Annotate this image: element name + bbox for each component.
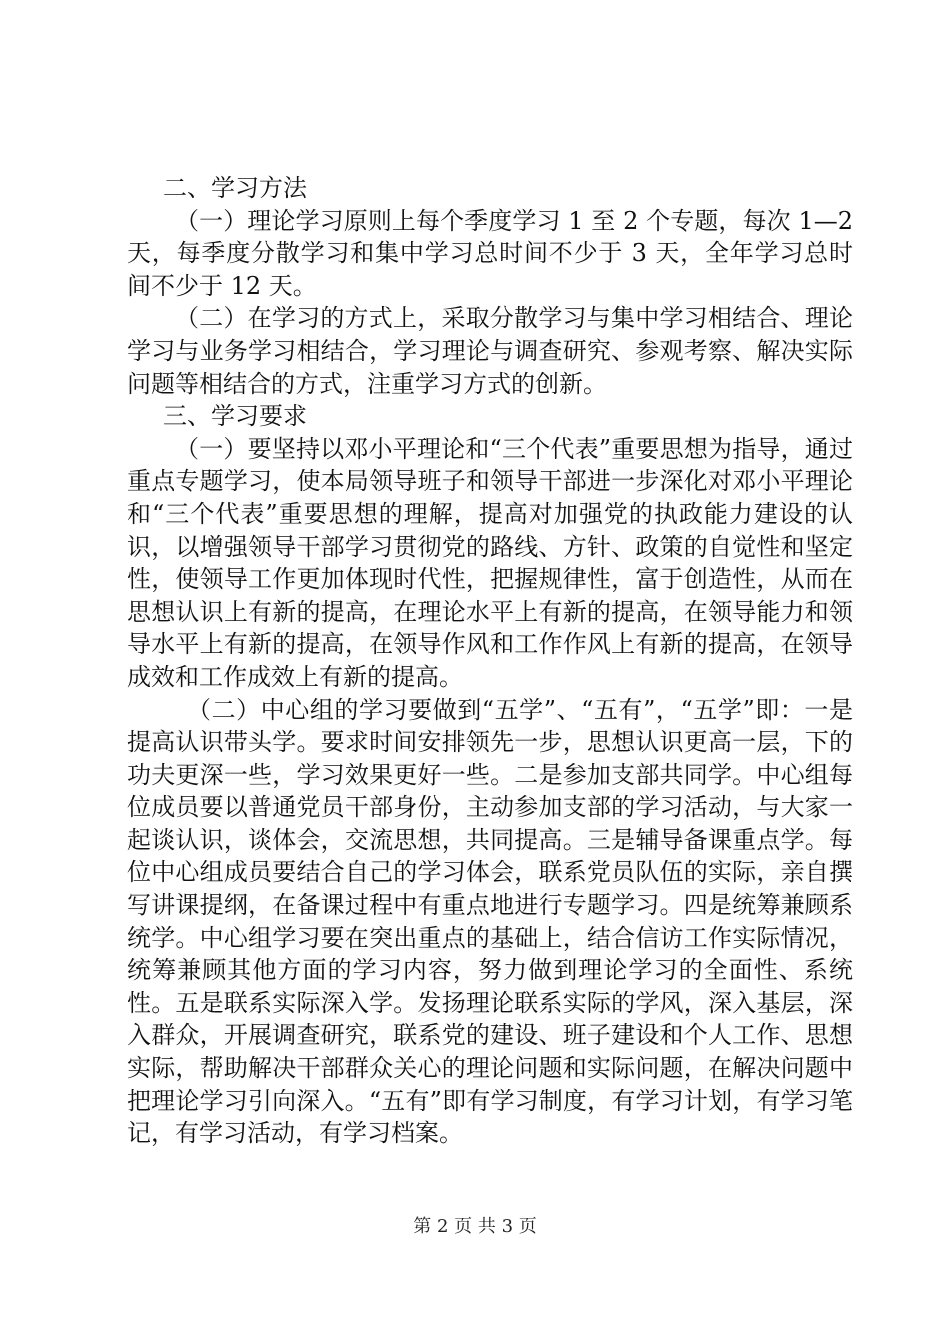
document-body	[127, 172, 853, 1150]
page-number-footer: 第 2 页 共 3 页	[413, 1216, 537, 1237]
paragraph-requirements-2: （二）中心组的学习要做到“五学”、“五有”，“五学”即：一是提高认识带头学。要求时间安排领先一步，思想认识更高一层，下的功夫更深一些，学习效果更好一些。二是参加支部共同学。中心组每位成员要以普通党员干部身份，主动参加支部的学习活动，与大家一起谈认识，谈体会，交流思想，共同提高。三是辅导备课重点学。每位中心组成员要结合自己的学习体会，联系党员队伍的实际，亲自撰写讲课提纲，在备课过程中有重点地进行专题学习。四是统筹兼顾系统学。中心组学习要在突出重点的基础上，结合信访工作实际情况，统筹兼顾其他方面的学习内容，努力做到理论学习的全面性、系统性。五是联系实际深入学。发扬理论联系实际的学风，深入基层，深入群众，开展调查研究，联系党的建设、班子建设和个人工作、思想实际，帮助解决干部群众关心的理论问题和实际问题，在解决问题中把理论学习引向深入。“五有”即有学习制度，有学习计划，有学习笔记，有学习活动，有学习档案。	[127, 695, 853, 1148]
section-heading-methods: 二、学习方法	[163, 174, 307, 202]
paragraph-requirements-1: （一）要坚持以邓小平理论和“三个代表”重要思想为指导，通过重点专题学习，使本局领导班子和领导干部进一步深化对邓小平理论和“三个代表”重要思想的理解，提高对加强党的执政能力建设的认识，以增强领导干部学习贯彻党的路线、方针、政策的自觉性和坚定性，使领导工作更加体现时代性，把握规律性，富于创造性，从而在思想认识上有新的提高，在理论水平上有新的提高，在领导能力和领导水平上有新的提高，在领导作风和工作作风上有新的提高，在领导成效和工作成效上有新的提高。	[127, 434, 853, 691]
section-heading-requirements: 三、学习要求	[163, 402, 307, 431]
paragraph-methods-1: （一）理论学习原则上每个季度学习 1 至 2 个专题，每次 1—2 天，每季度分散学习和集中学习总时间不少于 3 天，全年学习总时间不少于 12 天。	[127, 206, 853, 300]
paragraph-methods-2: （二）在学习的方式上，采取分散学习与集中学习相结合、理论学习与业务学习相结合，学习理论与调查研究、参观考察、解决实际问题等相结合的方式，注重学习方式的创新。	[127, 304, 853, 398]
